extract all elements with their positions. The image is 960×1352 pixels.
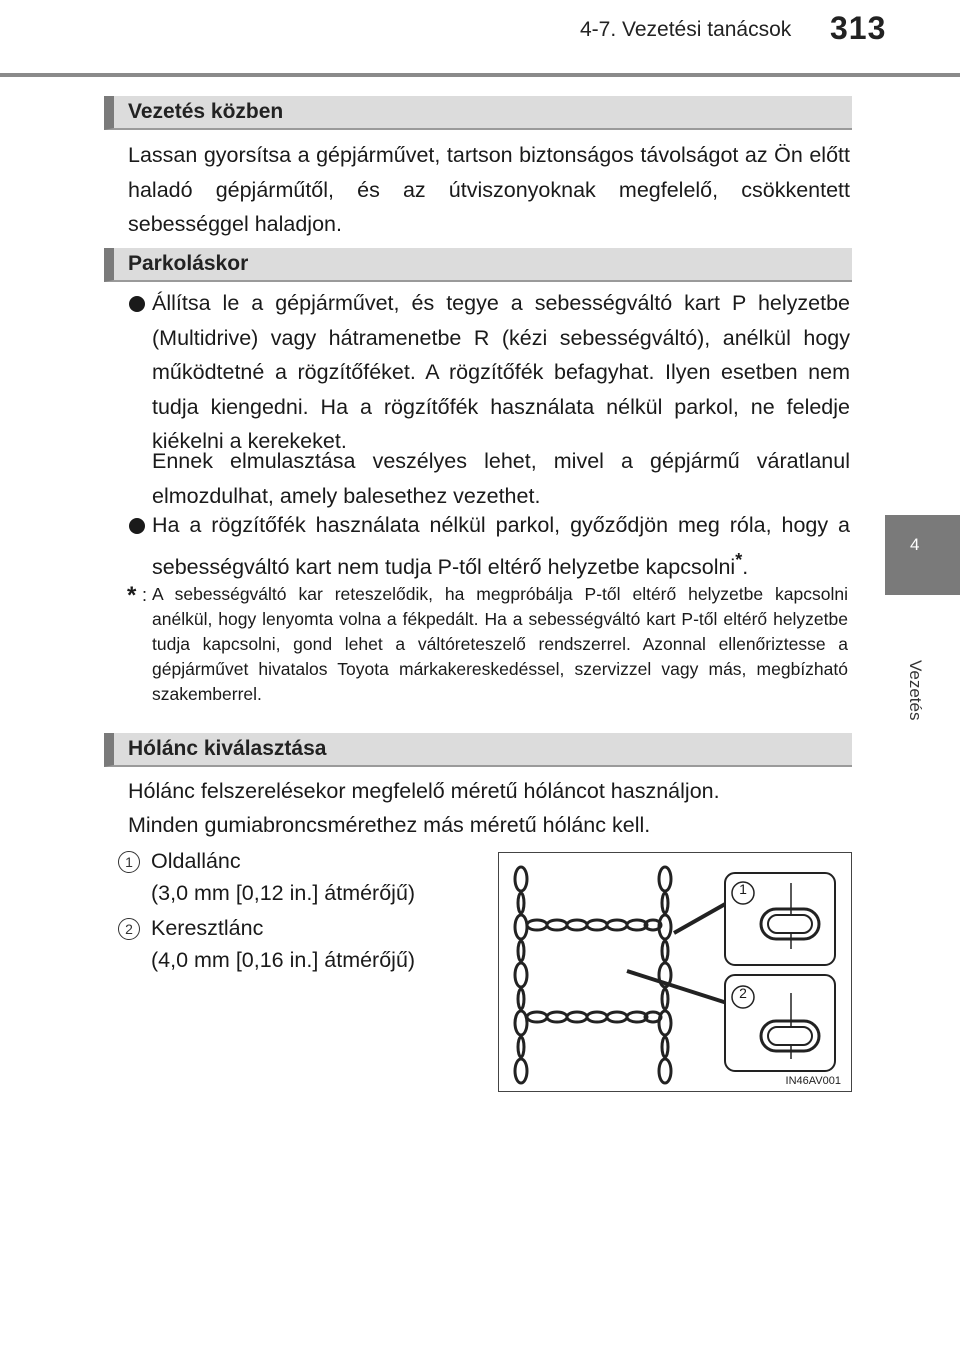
item-2-name: Keresztlánc [151, 916, 264, 940]
section-heading-snow-chain [104, 733, 852, 767]
callout-2: 2 [739, 985, 747, 1001]
snow-chain-illustration [499, 853, 851, 1091]
parking-bullet-2-text: Ha a rögzítőfék használata nélkül parkol, győződjön meg róla, hogy a sebességváltó kart nem tudja P-től eltérő helyzetbe kapcsolni [152, 513, 850, 579]
item-1-name: Oldallánc [151, 849, 241, 873]
section-heading-parking [104, 248, 852, 282]
snow-chain-figure [498, 852, 852, 1092]
chapter-tab [885, 515, 960, 595]
chapter-tab-label: Vezetés [906, 660, 925, 721]
parking-bullet-2 [152, 508, 850, 584]
side-chain-right [659, 867, 671, 1083]
figure-code: IN46AV001 [785, 1075, 841, 1087]
header-rule [0, 73, 960, 77]
footnote-text: A sebességváltó kar reteszelődik, ha megpróbálja P-től eltérő helyzetbe kapcsolni anélkül, hogy lenyomta volna a fékpedált. Ha a sebességváltó kart P-től eltérő helyzetbe tudja kapcsolni, gond lehet a váltóreteszelő rendszerrel. Azonnal ellenőriztesse a gépjárművet hivatalos Toyota márkakereskedéssel, szervizzel vagy más, megbízható szakemberrel. [152, 584, 848, 704]
leader-line-2 [627, 971, 727, 1003]
running-header-section: 4-7. Vezetési tanácsok [580, 18, 792, 41]
bullet-dot [129, 296, 145, 312]
chapter-tab-number: 4 [910, 535, 920, 554]
cross-chain-top [527, 920, 661, 930]
item-number-2: 2 [118, 918, 140, 940]
page-number: 313 [830, 10, 887, 46]
section-title: Vezetés közben [128, 100, 284, 123]
callout-1: 1 [739, 881, 747, 897]
bullet-dot [129, 518, 145, 534]
side-chain-left [515, 867, 527, 1083]
item-1-spec: (3,0 mm [0,12 in.] átmérőjű) [151, 881, 416, 905]
section-title: Hólánc kiválasztása [128, 737, 327, 760]
cross-chain-bottom [527, 1012, 661, 1022]
snow-chain-line-2: Minden gumiabroncsmérethez más méretű hólánc kell. [128, 813, 651, 837]
section-heading-driving [104, 96, 852, 130]
footnote-colon: : [142, 585, 148, 605]
item-2-spec: (4,0 mm [0,16 in.] átmérőjű) [151, 948, 416, 972]
leader-line-1 [674, 903, 727, 933]
snow-chain-line-1: Hólánc felszerelésekor megfelelő méretű hóláncot használjon. [128, 779, 720, 803]
section-title: Parkoláskor [128, 252, 249, 275]
asterisk-mark: * [735, 549, 743, 570]
item-number-1: 1 [118, 851, 140, 873]
parking-bullet-1-warning: Ennek elmulasztása veszélyes lehet, mivel a gépjármű váratlanul elmozdulhat, amely balesethez vezethet. [152, 449, 850, 508]
footnote-asterisk: * [127, 582, 137, 609]
driving-paragraph: Lassan gyorsítsa a gépjárművet, tartson biztonságos távolságot az Ön előtt haladó gépjárműtől, és az útviszonyoknak megfelelő, csökkentett sebességgel haladjon. [128, 143, 850, 236]
parking-bullet-1: Állítsa le a gépjárművet, és tegye a sebességváltó kart P helyzetbe (Multidrive) vagy hátramenetbe R (kézi sebességváltó), anélkül hogy működtetné a rögzítőféket. A rögzítőfék befagyhat. Ilyen esetben nem tudja kiengedni. Ha a rögzítőfék használata nélkül parkol, ne feledje kiékelni a kerekeket. [152, 291, 850, 453]
parking-bullet-2-end: . [742, 554, 749, 579]
